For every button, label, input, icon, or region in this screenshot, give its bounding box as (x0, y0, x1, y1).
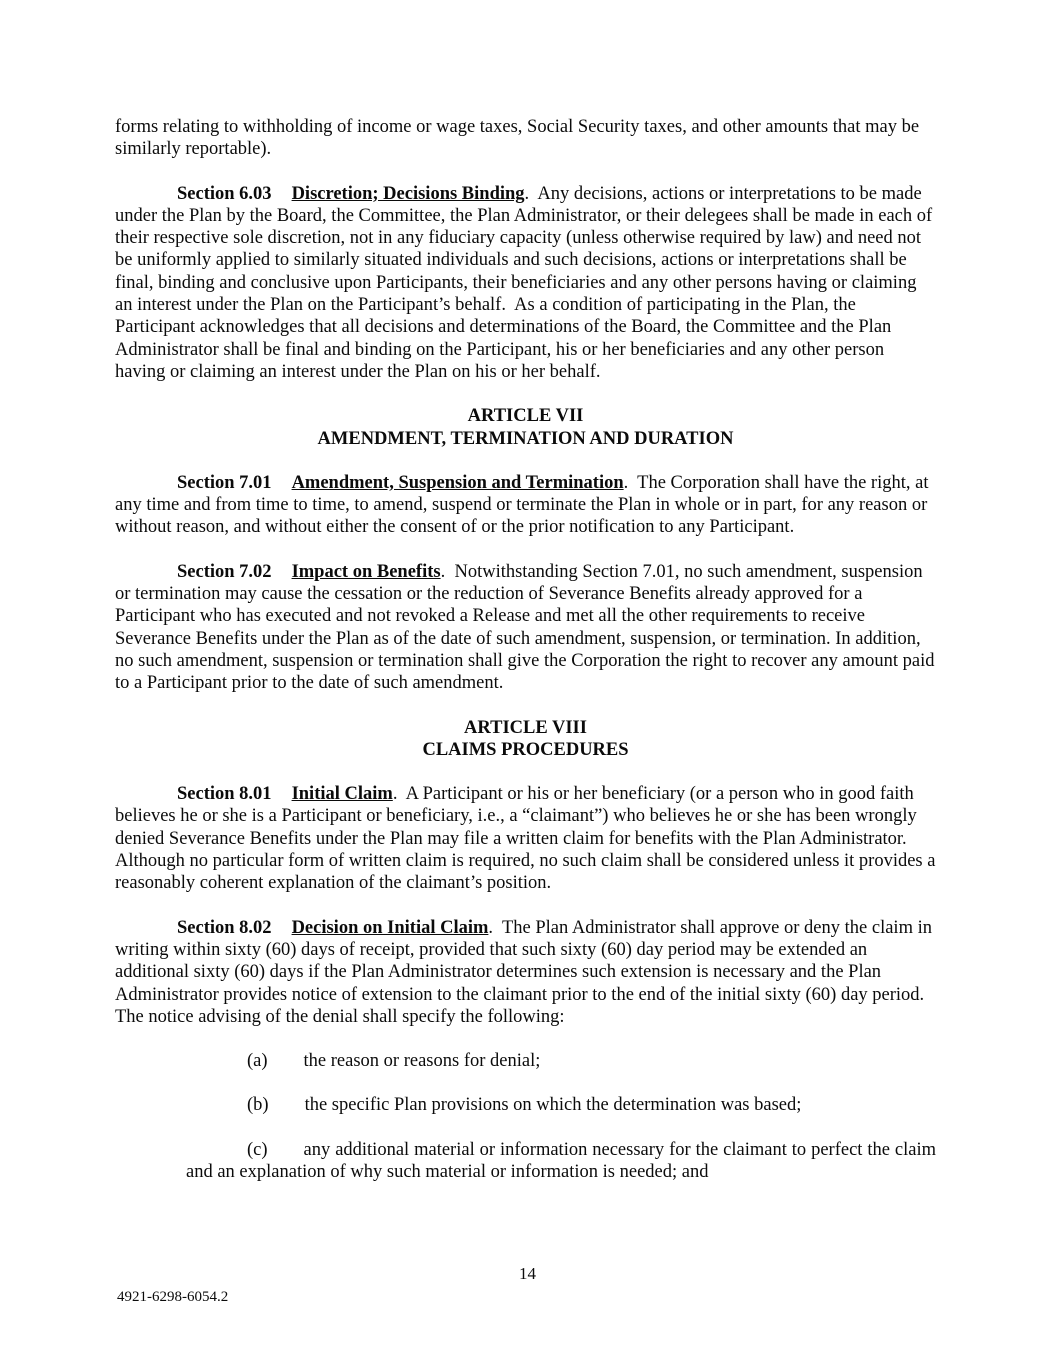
section-6-03-paragraph (115, 183, 936, 384)
section-7-02-text: . Notwithstanding Section 7.01, no such amendment, suspension or termination may cause the cessation or the reduction of Severance Benefits already approved for a Participant who has executed and not revoked a Release and met all the other requirements to receive Severance Benefits under the Plan as of the date of such amendment, suspension, or termination. In addition, no such amendment, suspension or termination shall give the Corporation the right to recover any amount paid to a Participant prior to the date of such amendment. (115, 561, 935, 694)
claim-item-b-marker: (b) (247, 1095, 269, 1116)
section-8-01-label: Section 8.01 (177, 784, 272, 805)
section-7-01-title: Amendment, Suspension and Termination (291, 472, 624, 493)
article-viii-number: ARTICLE VIII (464, 717, 587, 738)
section-6-03-text: . Any decisions, actions or interpretations to be made under the Plan by the Board, the Committee, the Plan Administrator, or their delegees shall be made in each of their respective sole discretion, not in any fiduciary capacity (unless otherwise required by law) and need not be uniformly applied to similarly situated individuals and such decisions, actions or interpretations shall be final, binding and conclusive upon Participants, their beneficiaries and any other persons having or claiming an interest under the Plan on the Participant’s behalf. As a condition of participating in the Plan, the Participant acknowledges that all decisions and determinations of the Board, the Committee and the Plan Administrator shall be final and binding on the Participant, his or her beneficiaries and any other person having or claiming an interest under the Plan on his or her behalf. (115, 183, 933, 382)
claim-item-c (186, 1139, 936, 1184)
article-vii-title: AMENDMENT, TERMINATION AND DURATION (317, 428, 734, 449)
section-8-01-paragraph (115, 783, 936, 894)
section-8-02-label: Section 8.02 (177, 917, 272, 938)
section-7-02-label: Section 7.02 (177, 561, 272, 582)
article-viii-heading (115, 717, 936, 762)
page-number: 14 (519, 1264, 536, 1283)
claim-item-b (186, 1094, 936, 1116)
document-body (115, 116, 936, 1205)
claim-item-c-text: any additional material or information necessary for the claimant to perfect the claim and an explanation of why such material or information is needed; and (186, 1139, 936, 1182)
article-vii-heading (115, 405, 936, 450)
claim-item-a (186, 1050, 936, 1072)
claim-item-c-marker: (c) (247, 1139, 268, 1160)
section-6-03-label: Section 6.03 (177, 183, 272, 204)
section-7-01-label: Section 7.01 (177, 472, 272, 493)
section-8-02-paragraph (115, 917, 936, 1028)
article-vii-number: ARTICLE VII (467, 406, 584, 427)
document-control-number: 4921-6298-6054.2 (117, 1289, 229, 1305)
section-7-01-text: . The Corporation shall have the right, at any time and from time to time, to amend, suspend or terminate the Plan in whole or in part, for any reason or without reason, and without either the consent of or the prior notification to any Participant. (115, 472, 929, 538)
section-8-02-title: Decision on Initial Claim (291, 917, 489, 938)
section-8-01-text: . A Participant or his or her beneficiary (or a person who in good faith believes he or she is a Participant or beneficiary, i.e., a “claimant”) who believes he or she has been wrongly denied Severance Benefits under the Plan may file a written claim for benefits with the Plan Administrator. Although no particular form of written claim is required, no such claim shall be considered unless it provides a reasonably coherent explanation of the claimant’s position. (115, 784, 936, 894)
section-7-01-paragraph (115, 472, 936, 539)
section-8-01-title: Initial Claim (291, 784, 393, 805)
claim-item-a-text: the reason or reasons for denial; (303, 1051, 541, 1072)
continuation-paragraph: forms relating to withholding of income or wage taxes, Social Security taxes, and other amounts that may be similarly reportable). (115, 117, 920, 160)
article-viii-title: CLAIMS PROCEDURES (422, 739, 629, 760)
section-8-02-text: . The Plan Administrator shall approve or deny the claim in writing within sixty (60) days of receipt, provided that such sixty (60) day period may be extended an additional sixty (60) days if the Plan Administrator determines such extension is necessary and the Plan Administrator provides notice of extension to the claimant prior to the end of the initial sixty (60) day period. The notice advising of the denial shall specify the following: (115, 917, 932, 1027)
claim-item-a-marker: (a) (247, 1051, 268, 1072)
section-7-02-title: Impact on Benefits (291, 561, 441, 582)
section-6-03-title: Discretion; Decisions Binding (291, 183, 525, 204)
claim-item-b-text: the specific Plan provisions on which the determination was based; (304, 1095, 802, 1116)
section-7-02-paragraph (115, 561, 936, 695)
